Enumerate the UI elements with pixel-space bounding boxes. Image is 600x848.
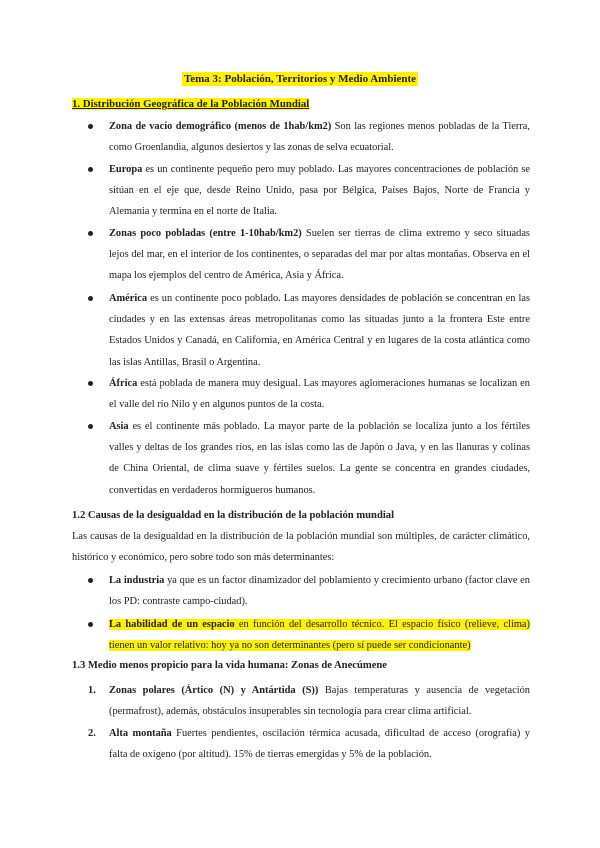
bullet-icon [88,622,93,627]
bullet-icon [88,578,93,583]
item-term: La habilidad de un espacio [109,619,235,630]
bullet-icon [88,167,93,172]
item-term: Zonas polares (Ártico (N) y Antártida (S)) [109,685,319,696]
item-term: Alta montaña [109,728,172,739]
document-title: Tema 3: Población, Territorios y Medio Ambiente [183,73,417,85]
item-text: Bajas temperaturas y ausencia de vegetación (permafrost), además, obstáculos insuperables sin tecnología para crear clima artificial. [109,685,530,718]
bullet-icon [88,381,93,386]
item-text: es un continente pequeño pero muy poblado. Las mayores concentraciones de población se sitúan en el eje que, desde Reino Unido, pasa por Bélgica, Países Bajos, Norte de Francia y Alemania y termina en el norte de Italia. [109,164,530,218]
section2-intro: Las causas de la desigualdad en la distribución de la población mundial son múltiples, de carácter climático, histórico y económico, pero sobre todo son más determinantes: [72,531,530,564]
item-number: 1. [88,685,96,696]
list-item [109,373,530,415]
bullet-icon [88,424,93,429]
list-item [88,723,531,765]
list-item [109,416,530,501]
section1-heading: 1. Distribución Geográfica de la Población Mundial [72,98,310,110]
list-item [109,116,530,158]
list-item [109,288,530,373]
item-term: Europa [109,164,143,175]
item-text: Suelen ser tierras de clima extremo y seco situadas lejos del mar, en el interior de los continentes, o separadas del mar por altas montañas. Observa en el mapa los ejemplos del centro de América, Asia y África. [109,228,530,282]
item-text: en función del desarrollo técnico. El espacio físico (relieve, clima) tienen un valor relativo: hoy ya no son determinantes (pero sí puede ser condicionante) [109,619,530,652]
bullet-icon [88,296,93,301]
item-text: está poblada de manera muy desigual. Las mayores aglomeraciones humanas se localizan en el valle del río Nilo y en algunos puntos de la costa. [109,378,530,411]
list-item [109,159,530,223]
item-term: África [109,378,138,389]
section2-heading: 1.2 Causas de la desigualdad en la distribución de la población mundial [72,510,395,521]
bullet-icon [88,124,93,129]
item-term: América [109,293,148,304]
item-text: es el continente más poblado. La mayor parte de la población se localiza junto a los fértiles valles y deltas de los grandes ríos, en las islas como las de Japón o Java, y en las llanuras y colinas de China Oriental, de clima suave y fértiles suelos. La gente se concentra en grandes ciudades, convertidas en verdaderos hormigueros humanos. [109,421,530,496]
item-term: Zonas poco pobladas (entre 1-10hab/km2) [109,228,302,239]
list-item [109,570,530,612]
list-item [109,223,530,287]
section3-heading: 1.3 Medio menos propicio para la vida humana: Zonas de Anecúmene [72,660,387,671]
item-term: Zona de vacío demográfico (menos de 1hab/km2) [109,121,332,132]
bullet-icon [88,231,93,236]
list-item [88,680,530,722]
item-text: ya que es un factor dinamizador del poblamiento y crecimiento urbano (factor clave en los PD: contraste campo-ciudad). [109,575,530,608]
item-term: Asia [109,421,129,432]
item-text: Son las regiones menos pobladas de la Tierra, como Groenlandia, algunos desiertos y las zonas de selva ecuatorial. [109,121,530,154]
item-text: es un continente poco poblado. Las mayores densidades de población se concentran en las ciudades y en las extensas áreas metropolitanas como las situadas junto a la frontera Este entre Estados Unidos y Canadá, en California, en América Central y en lugares de la costa atlántica como las islas Antillas, Brasil o Argentina. [109,293,530,368]
item-text: Fuertes pendientes, oscilación térmica acusada, dificultad de acceso (orografía) y falta de oxígeno (por altitud). 15% de tierras emergidas y 5% de la población. [109,728,531,761]
item-term: La industria [109,575,165,586]
list-item [109,614,530,656]
item-number: 2. [88,728,96,739]
